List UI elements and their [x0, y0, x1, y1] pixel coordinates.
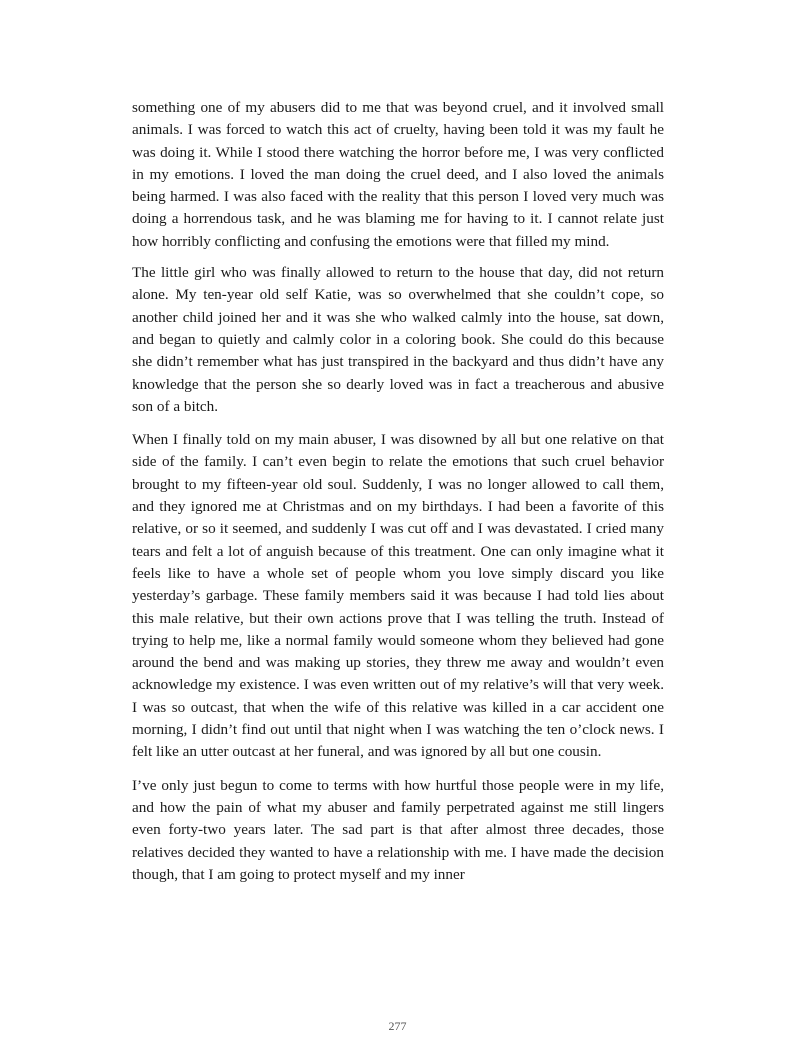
- paragraph: something one of my abusers did to me that was beyond cruel, and it involved small animals. I was forced to watch this act of cruelty, having been told it was my fault he was doing it. While I stood there watching the horror before me, I was very conflicted in my emotions. I loved the man doing the cruel deed, and I also loved the animals being harmed. I was also faced with the reality that this person I loved very much was doing a horrendous task, and he was blaming me for having to it. I cannot relate just how horribly conflicting and confusing the emotions were that filled my mind.: [132, 99, 664, 250]
- page-number: 277: [388, 1019, 407, 1033]
- paragraph: I’ve only just begun to come to terms with how hurtful those people were in my life, and how the pain of what my abuser and family perpetrated against me still lingers even forty-two years later. The sad part is that after almost three decades, those relatives decided they wanted to have a relationship with me. I have made the decision though, that I am going to protect myself and my inner: [132, 776, 664, 883]
- paragraph: The little girl who was finally allowed to return to the house that day, did not return alone. My ten-year old self Katie, was so overwhelmed that she couldn’t cope, so another child joined her and it was she who walked calmly into the house, sat down, and began to quietly and calmly color in a coloring book. She could do this because she didn’t remember what has just transpired in the backyard and thus didn’t have any knowledge that the person she so dearly loved was in fact a treacherous and abusive son of a bitch.: [132, 264, 664, 415]
- paragraph: When I finally told on my main abuser, I was disowned by all but one relative on that side of the family. I can’t even begin to relate the emotions that such cruel behavior brought to my fifteen-year old soul. Suddenly, I was no longer allowed to call them, and they ignored me at Christmas and on my birthdays. I had been a favorite of this relative, or so it seemed, and suddenly I was cut off and I was devastated. I cried many tears and felt a lot of anguish because of this treatment. One can only imagine what it feels like to have a whole set of people whom you love simply discard you like yesterday’s garbage. These family members said it was because I had told lies about this male relative, but their own actions prove that I was telling the truth. Instead of trying to help me, like a normal family would someone whom they believed had gone around the bend and was making up stories, they threw me away and wouldn’t even acknowledge my existence. I was even written out of my relative’s will that very week. I was so outcast, that when the wife of this relative was killed in a car accident one morning, I didn’t find out until that night when I was watching the ten o’clock news. I felt like an utter outcast at her funeral, and was ignored by all but one cousin.: [132, 431, 664, 761]
- body-text: [132, 97, 664, 897]
